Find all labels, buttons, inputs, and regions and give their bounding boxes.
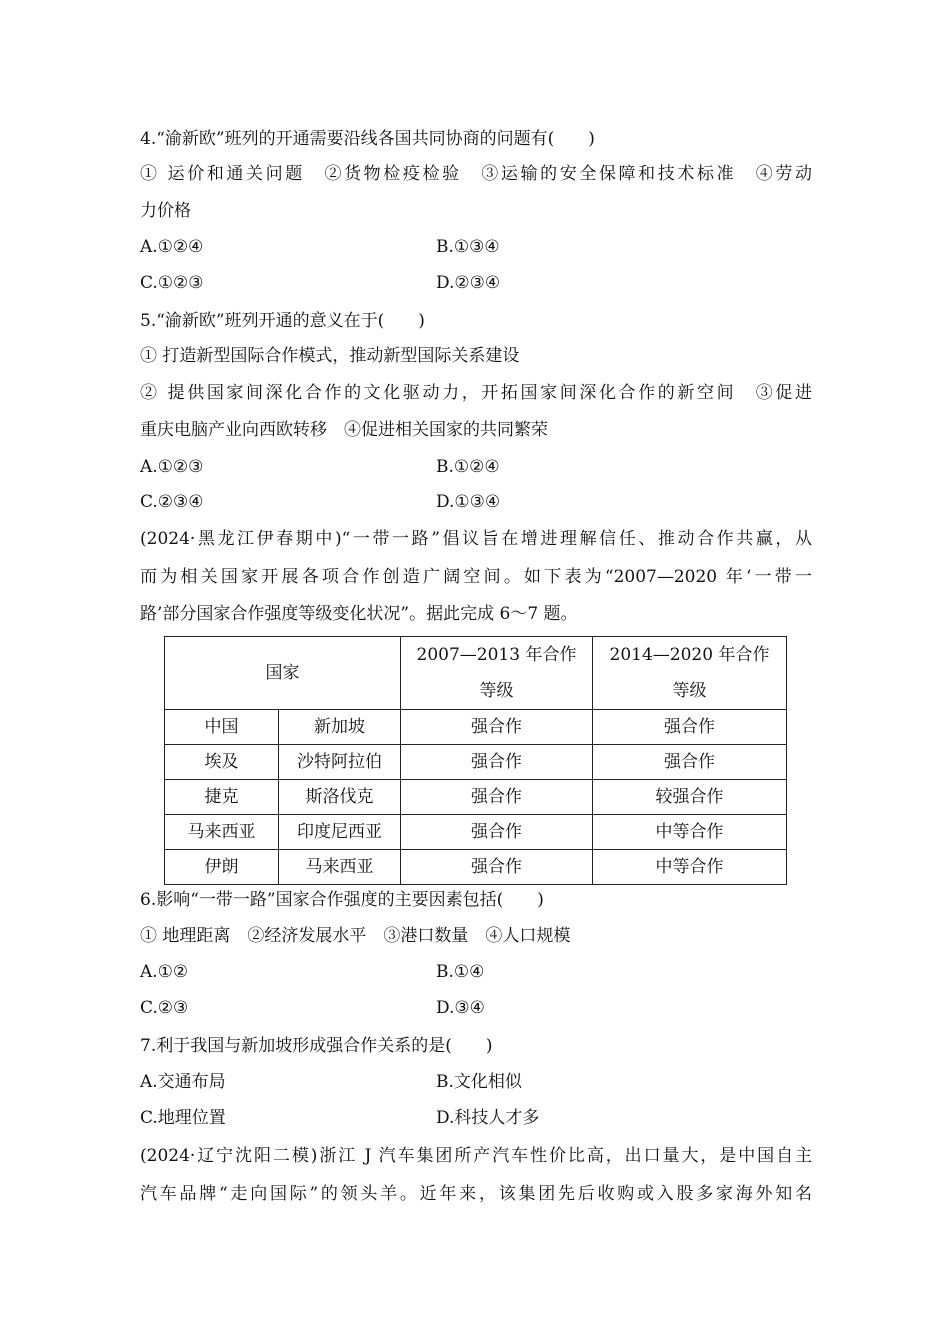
country-a: 埃及 xyxy=(165,745,279,780)
level-period1: 强合作 xyxy=(401,780,593,815)
q4-option-b[interactable]: B.①③④ xyxy=(436,237,500,257)
country-b: 沙特阿拉伯 xyxy=(279,745,401,780)
q6-option-c[interactable]: C.②③ xyxy=(140,998,189,1018)
level-period2: 较强合作 xyxy=(593,780,787,815)
q5-option-c[interactable]: C.②③④ xyxy=(140,492,204,512)
level-period2: 强合作 xyxy=(593,745,787,780)
level-period1: 强合作 xyxy=(401,850,593,885)
q4-option-a[interactable]: A.①②④ xyxy=(140,237,204,257)
country-a: 捷克 xyxy=(165,780,279,815)
q5-option-d[interactable]: D.①③④ xyxy=(436,492,501,512)
header-period2 xyxy=(593,637,787,710)
q4-items-line2: 力价格 xyxy=(140,201,191,221)
q7-option-c[interactable]: C.地理位置 xyxy=(140,1108,226,1128)
cooperation-table xyxy=(164,636,787,885)
material2-line1: (2024·辽宁沈阳二模)浙江 J 汽车集团所产汽车性价比高，出口量大，是中国自主 xyxy=(140,1146,812,1166)
q4-option-c[interactable]: C.①②③ xyxy=(140,273,204,293)
q5-item2-line1: ② 提供国家间深化合作的文化驱动力，开拓国家间深化合作的新空间 ③促进 xyxy=(140,383,812,403)
level-period2: 强合作 xyxy=(593,710,787,745)
level-period2: 中等合作 xyxy=(593,850,787,885)
q5-option-a[interactable]: A.①②③ xyxy=(140,457,204,477)
table-row xyxy=(165,815,787,850)
header-country: 国家 xyxy=(165,637,401,710)
q5-item1: ① 打造新型国际合作模式，推动新型国际关系建设 xyxy=(140,346,520,366)
q6-stem: 6.影响“一带一路”国家合作强度的主要因素包括( ) xyxy=(140,890,544,910)
table-row xyxy=(165,780,787,815)
q6-option-a[interactable]: A.①② xyxy=(140,962,189,982)
table-header-row xyxy=(165,637,787,710)
q4-option-d[interactable]: D.②③④ xyxy=(436,273,501,293)
table-row xyxy=(165,850,787,885)
level-period1: 强合作 xyxy=(401,745,593,780)
q4-stem: 4.“渝新欧”班列的开通需要沿线各国共同协商的问题有( ) xyxy=(140,129,595,149)
q6-option-d[interactable]: D.③④ xyxy=(436,998,485,1018)
level-period1: 强合作 xyxy=(401,815,593,850)
q7-option-b[interactable]: B.文化相似 xyxy=(436,1072,522,1092)
country-b: 斯洛伐克 xyxy=(279,780,401,815)
q7-option-d[interactable]: D.科技人才多 xyxy=(436,1108,540,1128)
q5-option-b[interactable]: B.①②④ xyxy=(436,457,500,477)
q6-items: ① 地理距离 ②经济发展水平 ③港口数量 ④人口规模 xyxy=(140,926,571,946)
header-period2-line1: 2014—2020 年合作 xyxy=(609,645,770,665)
country-b: 印度尼西亚 xyxy=(279,815,401,850)
material1-line2: 而为相关国家开展各项合作创造广阔空间。如下表为“2007—2020 年‘一带一 xyxy=(140,567,812,587)
material2-line2: 汽车品牌“走向国际”的领头羊。近年来，该集团先后收购或入股多家海外知名 xyxy=(140,1184,812,1204)
header-period1-line1: 2007—2013 年合作 xyxy=(416,645,577,665)
level-period1: 强合作 xyxy=(401,710,593,745)
q5-stem: 5.“渝新欧”班列开通的意义在于( ) xyxy=(140,311,425,331)
material1-line1: (2024·黑龙江伊春期中)“一带一路”倡议旨在增进理解信任、推动合作共赢，从 xyxy=(140,529,812,549)
header-period2-line2: 等级 xyxy=(672,681,707,701)
q5-item2-line2: 重庆电脑产业向西欧转移 ④促进相关国家的共同繁荣 xyxy=(140,420,548,440)
q4-items-line1: ① 运价和通关问题 ②货物检疫检验 ③运输的安全保障和技术标准 ④劳动 xyxy=(140,164,812,184)
material1-line3: 路’部分国家合作强度等级变化状况”。据此完成 6～7 题。 xyxy=(140,604,578,624)
level-period2: 中等合作 xyxy=(593,815,787,850)
country-a: 马来西亚 xyxy=(165,815,279,850)
q7-option-a[interactable]: A.交通布局 xyxy=(140,1072,226,1092)
country-a: 中国 xyxy=(165,710,279,745)
q7-stem: 7.利于我国与新加坡形成强合作关系的是( ) xyxy=(140,1036,493,1056)
header-period1 xyxy=(401,637,593,710)
table-row xyxy=(165,745,787,780)
country-a: 伊朗 xyxy=(165,850,279,885)
table-row xyxy=(165,710,787,745)
country-b: 新加坡 xyxy=(279,710,401,745)
q6-option-b[interactable]: B.①④ xyxy=(436,962,485,982)
header-period1-line2: 等级 xyxy=(479,681,514,701)
country-b: 马来西亚 xyxy=(279,850,401,885)
